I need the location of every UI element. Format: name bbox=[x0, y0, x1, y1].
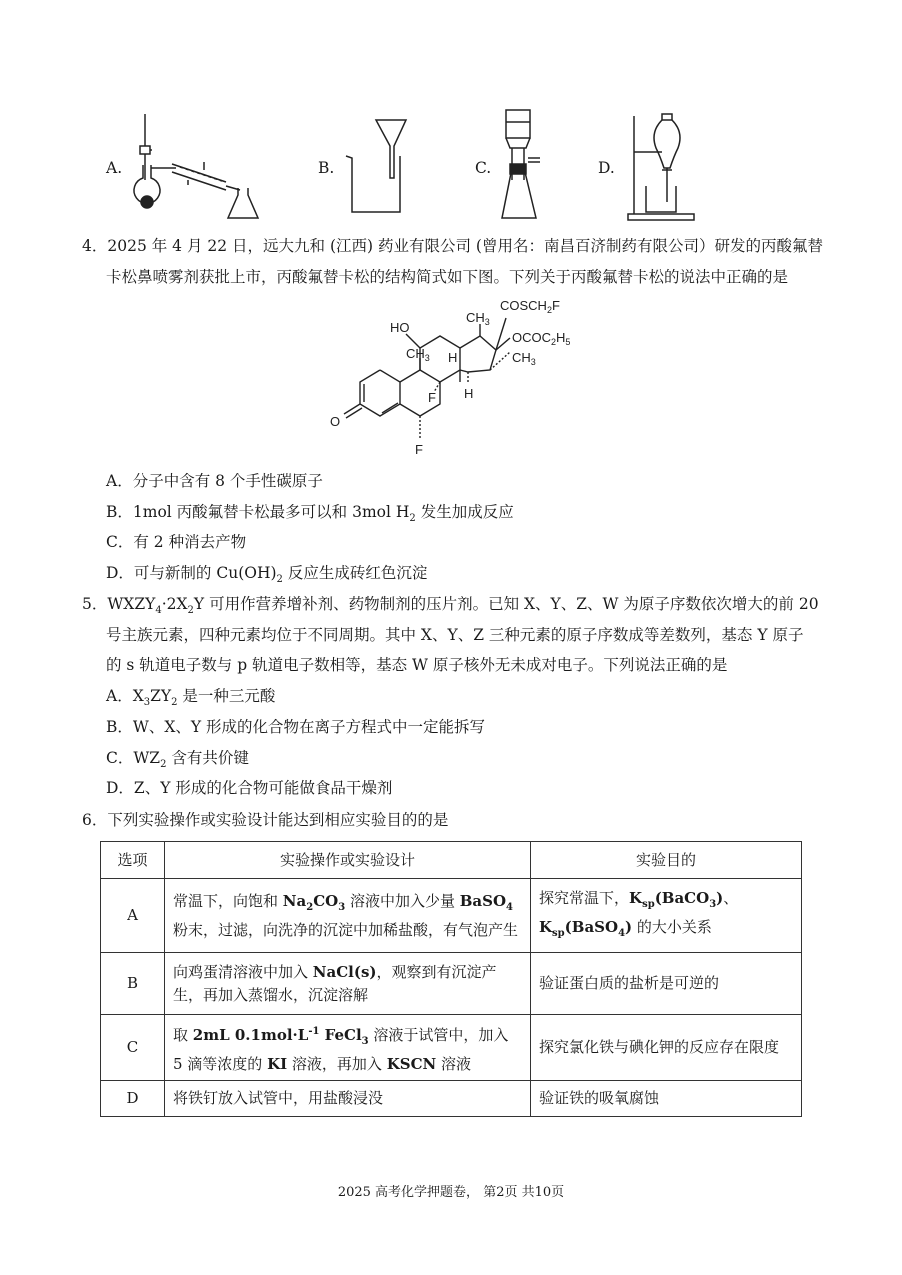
svg-text:HO: HO bbox=[390, 320, 410, 335]
page-footer: 2025 高考化学押题卷， 第2页 共10页 bbox=[337, 1185, 565, 1200]
row-a-option: A bbox=[101, 879, 165, 953]
q3-option-b-label: B. bbox=[318, 159, 335, 177]
row-d-operation: 将铁钉放入试管中，用盐酸浸没 bbox=[165, 1081, 531, 1117]
q5-stem-line3: 的 s 轨道电子数与 p 轨道电子数相等，基态 W 原子核外无未成对电子。下列说法正确的是 bbox=[106, 656, 728, 674]
row-c-goal: 探究氯化铁与碘化钾的反应存在限度 bbox=[531, 1015, 802, 1081]
q6-stem: 6．下列实验操作或实验设计能达到相应实验目的的是 bbox=[82, 811, 449, 829]
svg-text:OCOC2H5: $OCOC_2H_5$ bbox=[512, 330, 571, 347]
q4-option-a: A．分子中含有 8 个手性碳原子 bbox=[106, 472, 323, 490]
q3-option-a-label: A. bbox=[106, 159, 123, 177]
svg-text:F: F bbox=[428, 390, 436, 405]
row-b-operation: 向鸡蛋清溶液中加入 NaCl(s)，观察到有沉淀产生，再加入蒸馏水，沉淀溶解 bbox=[165, 953, 531, 1015]
svg-text:H: H bbox=[448, 350, 458, 365]
svg-text:CH3: $CH_3$ bbox=[512, 350, 536, 367]
q6-experiment-table bbox=[100, 841, 802, 1117]
svg-text:H: H bbox=[464, 386, 474, 401]
svg-text:COSCH2F: $COSCH_2F$ bbox=[500, 298, 560, 315]
distillation-apparatus-icon bbox=[128, 110, 270, 222]
q4-option-c: C．有 2 种消去产物 bbox=[106, 533, 247, 551]
separatory-funnel-icon bbox=[626, 112, 698, 222]
row-b-option: B bbox=[101, 953, 165, 1015]
table-row bbox=[101, 1081, 802, 1117]
row-a-operation: 常温下，向饱和 $Na_2CO_3$ 溶液中加入少量 BaSO$_4$ 粉末，过滤，向洗净的沉淀中加稀盐酸，有气泡产生 bbox=[165, 879, 531, 953]
row-b-goal: 验证蛋白质的盐析是可逆的 bbox=[531, 953, 802, 1015]
row-c-operation: 取 2mL $0.1mol\cdot L^{-1}$ FeCl$_3$ 溶液于试管中，加入 5 滴等浓度的 KI 溶液，再加入 KSCN 溶液 bbox=[165, 1015, 531, 1081]
row-c-option: C bbox=[101, 1015, 165, 1081]
q3-option-c-label: C. bbox=[475, 159, 492, 177]
q5-option-a: A．$X_3ZY_2$ 是一种三元酸 bbox=[106, 687, 276, 709]
table-row bbox=[101, 1015, 802, 1081]
q5-option-b: B．W、X、Y 形成的化合物在离子方程式中一定能拆写 bbox=[106, 718, 486, 736]
row-d-option: D bbox=[101, 1081, 165, 1117]
q4-stem-line2: 卡松鼻喷雾剂获批上市，丙酸氟替卡松的结构简式如下图。下列关于丙酸氟替卡松的说法中正确的是 bbox=[106, 268, 789, 286]
q3-option-d-label: D. bbox=[598, 159, 615, 177]
q4-option-d: D．可与新制的 $Cu(OH)_2$ 反应生成砖红色沉淀 bbox=[106, 564, 428, 586]
q5-stem-line1: 5．$WXZY_4\cdot 2X_2Y$ 可用作营养增补剂、药物制剂的压片剂。已知 X、Y、Z、W 为原子序数依次增大的前 20 bbox=[82, 595, 819, 617]
q4-stem-line1: 4．2025 年 4 月 22 日，远大九和 (江西) 药业有限公司 (曾用名：南昌百济制药有限公司）研发的丙酸氟替 bbox=[82, 237, 823, 255]
q5-stem-line2: 号主族元素，四种元素均位于不同周期。其中 X、Y、Z 三种元素的原子序数成等差数列，基态 Y 原子 bbox=[106, 626, 804, 644]
q4-option-b: B．1mol 丙酸氟替卡松最多可以和 3mol $H_2$ 发生加成反应 bbox=[106, 503, 514, 525]
svg-text:CH3: $CH_3$ bbox=[406, 346, 430, 363]
header-option: 选项 bbox=[101, 842, 165, 879]
table-header-row bbox=[101, 842, 802, 879]
table-row bbox=[101, 953, 802, 1015]
svg-text:O: O bbox=[330, 414, 341, 429]
q5-option-d: D．Z、Y 形成的化合物可能做食品干燥剂 bbox=[106, 779, 393, 797]
row-d-goal: 验证铁的吸氧腐蚀 bbox=[531, 1081, 802, 1117]
header-goal: 实验目的 bbox=[531, 842, 802, 879]
svg-text:F: F bbox=[415, 442, 423, 457]
beaker-funnel-icon bbox=[344, 118, 416, 214]
table-row bbox=[101, 879, 802, 953]
fluticasone-structure-diagram bbox=[320, 292, 620, 464]
svg-text:CH3: $CH_3$ bbox=[466, 310, 490, 327]
row-a-goal: 探究常温下，$K_{sp}(BaCO_3)$、 $K_{sp}(BaSO_4)$ 的大小关系 bbox=[531, 879, 802, 953]
suction-filter-icon bbox=[498, 108, 548, 222]
header-operation: 实验操作或实验设计 bbox=[165, 842, 531, 879]
q5-option-c: C．$WZ_2$ 含有共价键 bbox=[106, 749, 249, 771]
